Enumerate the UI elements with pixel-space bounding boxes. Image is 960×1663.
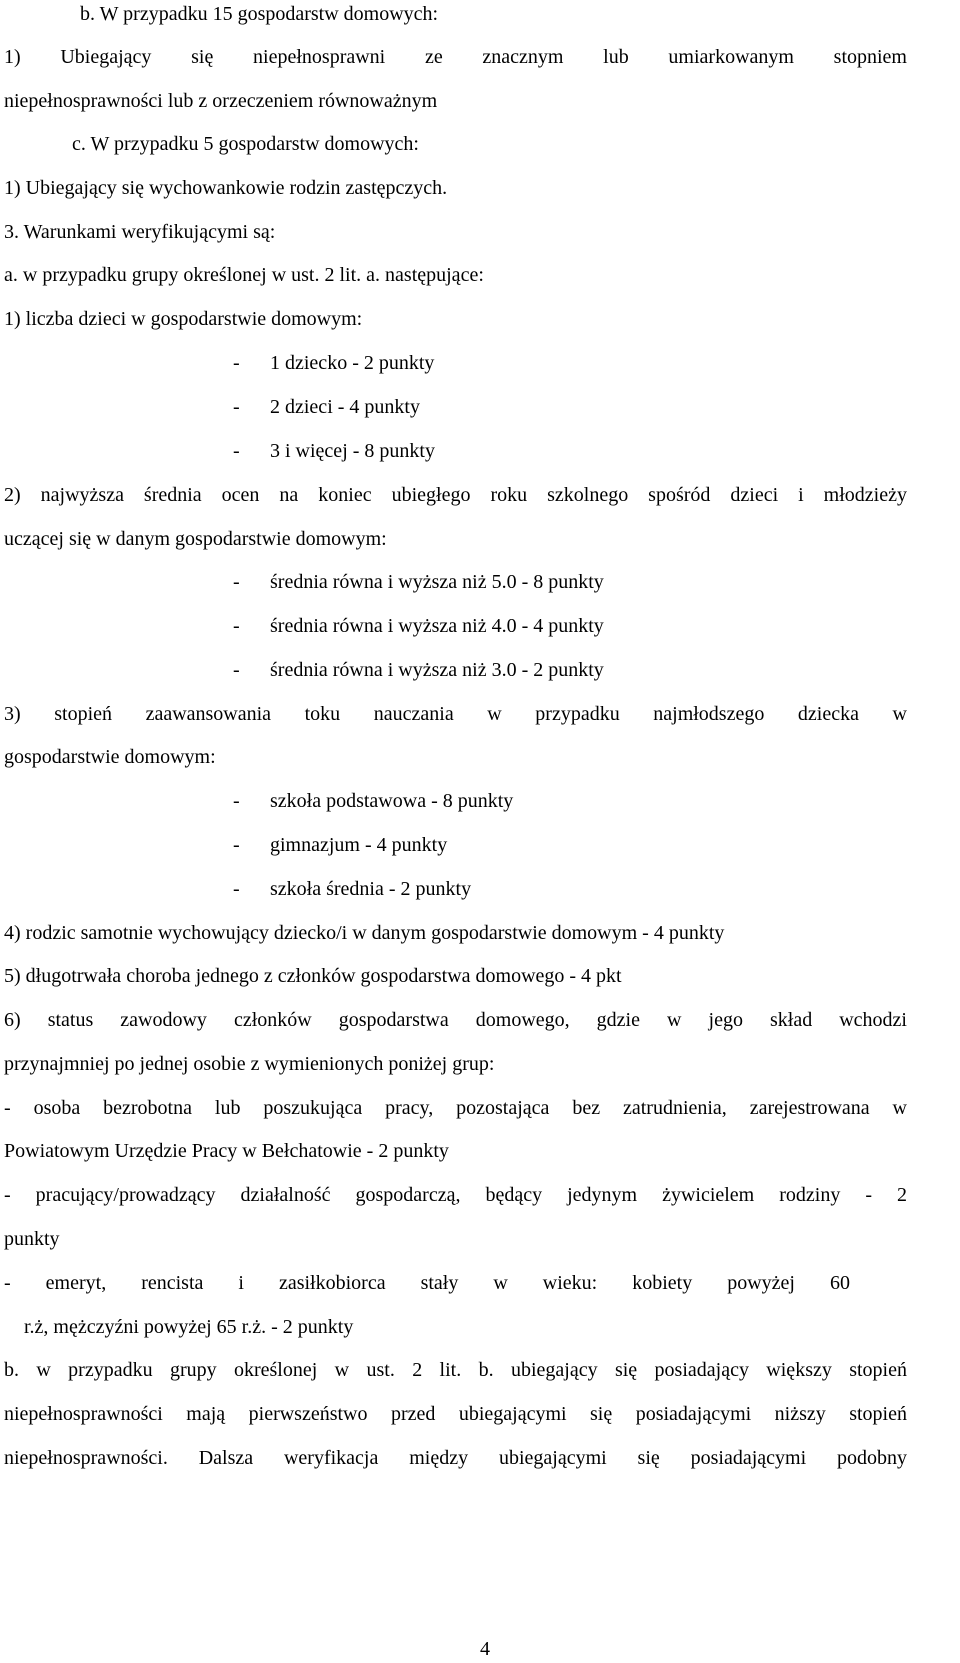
- paragraph-line: r.ż, mężczyźni powyżej 65 r.ż. - 2 punkty: [24, 1316, 354, 1338]
- paragraph-line: niepełnosprawności. Dalsza weryfikacja między ubiegającymi się posiadającymi podobny: [4, 1447, 907, 1469]
- paragraph-line: b. w przypadku grupy określonej w ust. 2 lit. b. ubiegający się posiadający większy stopień: [4, 1359, 907, 1381]
- list-item: średnia równa i wyższa niż 3.0 - 2 punkty: [270, 659, 604, 681]
- heading-c-5-households: c. W przypadku 5 gospodarstw domowych:: [72, 133, 419, 155]
- paragraph-line: 6) status zawodowy członków gospodarstwa domowego, gdzie w jego skład wchodzi: [4, 1009, 907, 1031]
- paragraph-line: 2) najwyższa średnia ocen na koniec ubiegłego roku szkolnego spośród dzieci i młodzieży: [4, 484, 907, 506]
- paragraph-line: 5) długotrwała choroba jednego z członków gospodarstwa domowego - 4 pkt: [4, 965, 622, 987]
- paragraph-line: 1) Ubiegający się niepełnosprawni ze znacznym lub umiarkowanym stopniem: [4, 46, 907, 68]
- paragraph-line: uczącej się w danym gospodarstwie domowym:: [4, 528, 387, 550]
- paragraph-line: punkty: [4, 1228, 60, 1250]
- list-item: gimnazjum - 4 punkty: [270, 834, 448, 856]
- heading-b-15-households: b. W przypadku 15 gospodarstw domowych:: [80, 3, 439, 25]
- list-bullet: -: [233, 878, 240, 900]
- paragraph-line: - osoba bezrobotna lub poszukująca pracy, pozostająca bez zatrudnienia, zarejestrowana w: [4, 1097, 907, 1119]
- list-item: średnia równa i wyższa niż 4.0 - 4 punkty: [270, 615, 604, 637]
- paragraph-line: - pracujący/prowadzący działalność gospodarczą, będący jedynym żywicielem rodziny - 2: [4, 1184, 907, 1206]
- paragraph-line: 1) Ubiegający się wychowankowie rodzin zastępczych.: [4, 177, 448, 199]
- paragraph-line: przynajmniej po jednej osobie z wymienionych poniżej grup:: [4, 1053, 495, 1075]
- paragraph-line: a. w przypadku grupy określonej w ust. 2 lit. a. następujące:: [4, 264, 484, 286]
- list-bullet: -: [233, 790, 240, 812]
- page-number: 4: [480, 1638, 490, 1660]
- list-bullet: -: [233, 615, 240, 637]
- paragraph-line: 1) liczba dzieci w gospodarstwie domowym:: [4, 308, 363, 330]
- list-item: 3 i więcej - 8 punkty: [270, 440, 435, 462]
- list-bullet: -: [233, 834, 240, 856]
- paragraph-line: niepełnosprawności lub z orzeczeniem równoważnym: [4, 90, 438, 112]
- section-3-heading: 3. Warunkami weryfikującymi są:: [4, 221, 276, 243]
- list-bullet: -: [233, 571, 240, 593]
- list-item: 2 dzieci - 4 punkty: [270, 396, 420, 418]
- list-item: średnia równa i wyższa niż 5.0 - 8 punkty: [270, 571, 604, 593]
- list-item: szkoła podstawowa - 8 punkty: [270, 790, 514, 812]
- list-bullet: -: [233, 659, 240, 681]
- paragraph-line: niepełnosprawności mają pierwszeństwo przed ubiegającymi się posiadającymi niższy stopień: [4, 1403, 907, 1425]
- paragraph-line: 3) stopień zaawansowania toku nauczania w przypadku najmłodszego dziecka w: [4, 703, 907, 725]
- paragraph-line: - emeryt, rencista i zasiłkobiorca stały w wieku: kobiety powyżej 60: [4, 1272, 850, 1294]
- list-bullet: -: [233, 440, 240, 462]
- paragraph-line: gospodarstwie domowym:: [4, 746, 216, 768]
- list-bullet: -: [233, 396, 240, 418]
- list-item: szkoła średnia - 2 punkty: [270, 878, 472, 900]
- paragraph-line: Powiatowym Urzędzie Pracy w Bełchatowie - 2 punkty: [4, 1140, 449, 1162]
- paragraph-line: 4) rodzic samotnie wychowujący dziecko/i w danym gospodarstwie domowym - 4 punkty: [4, 922, 725, 944]
- list-item: 1 dziecko - 2 punkty: [270, 352, 435, 374]
- list-bullet: -: [233, 352, 240, 374]
